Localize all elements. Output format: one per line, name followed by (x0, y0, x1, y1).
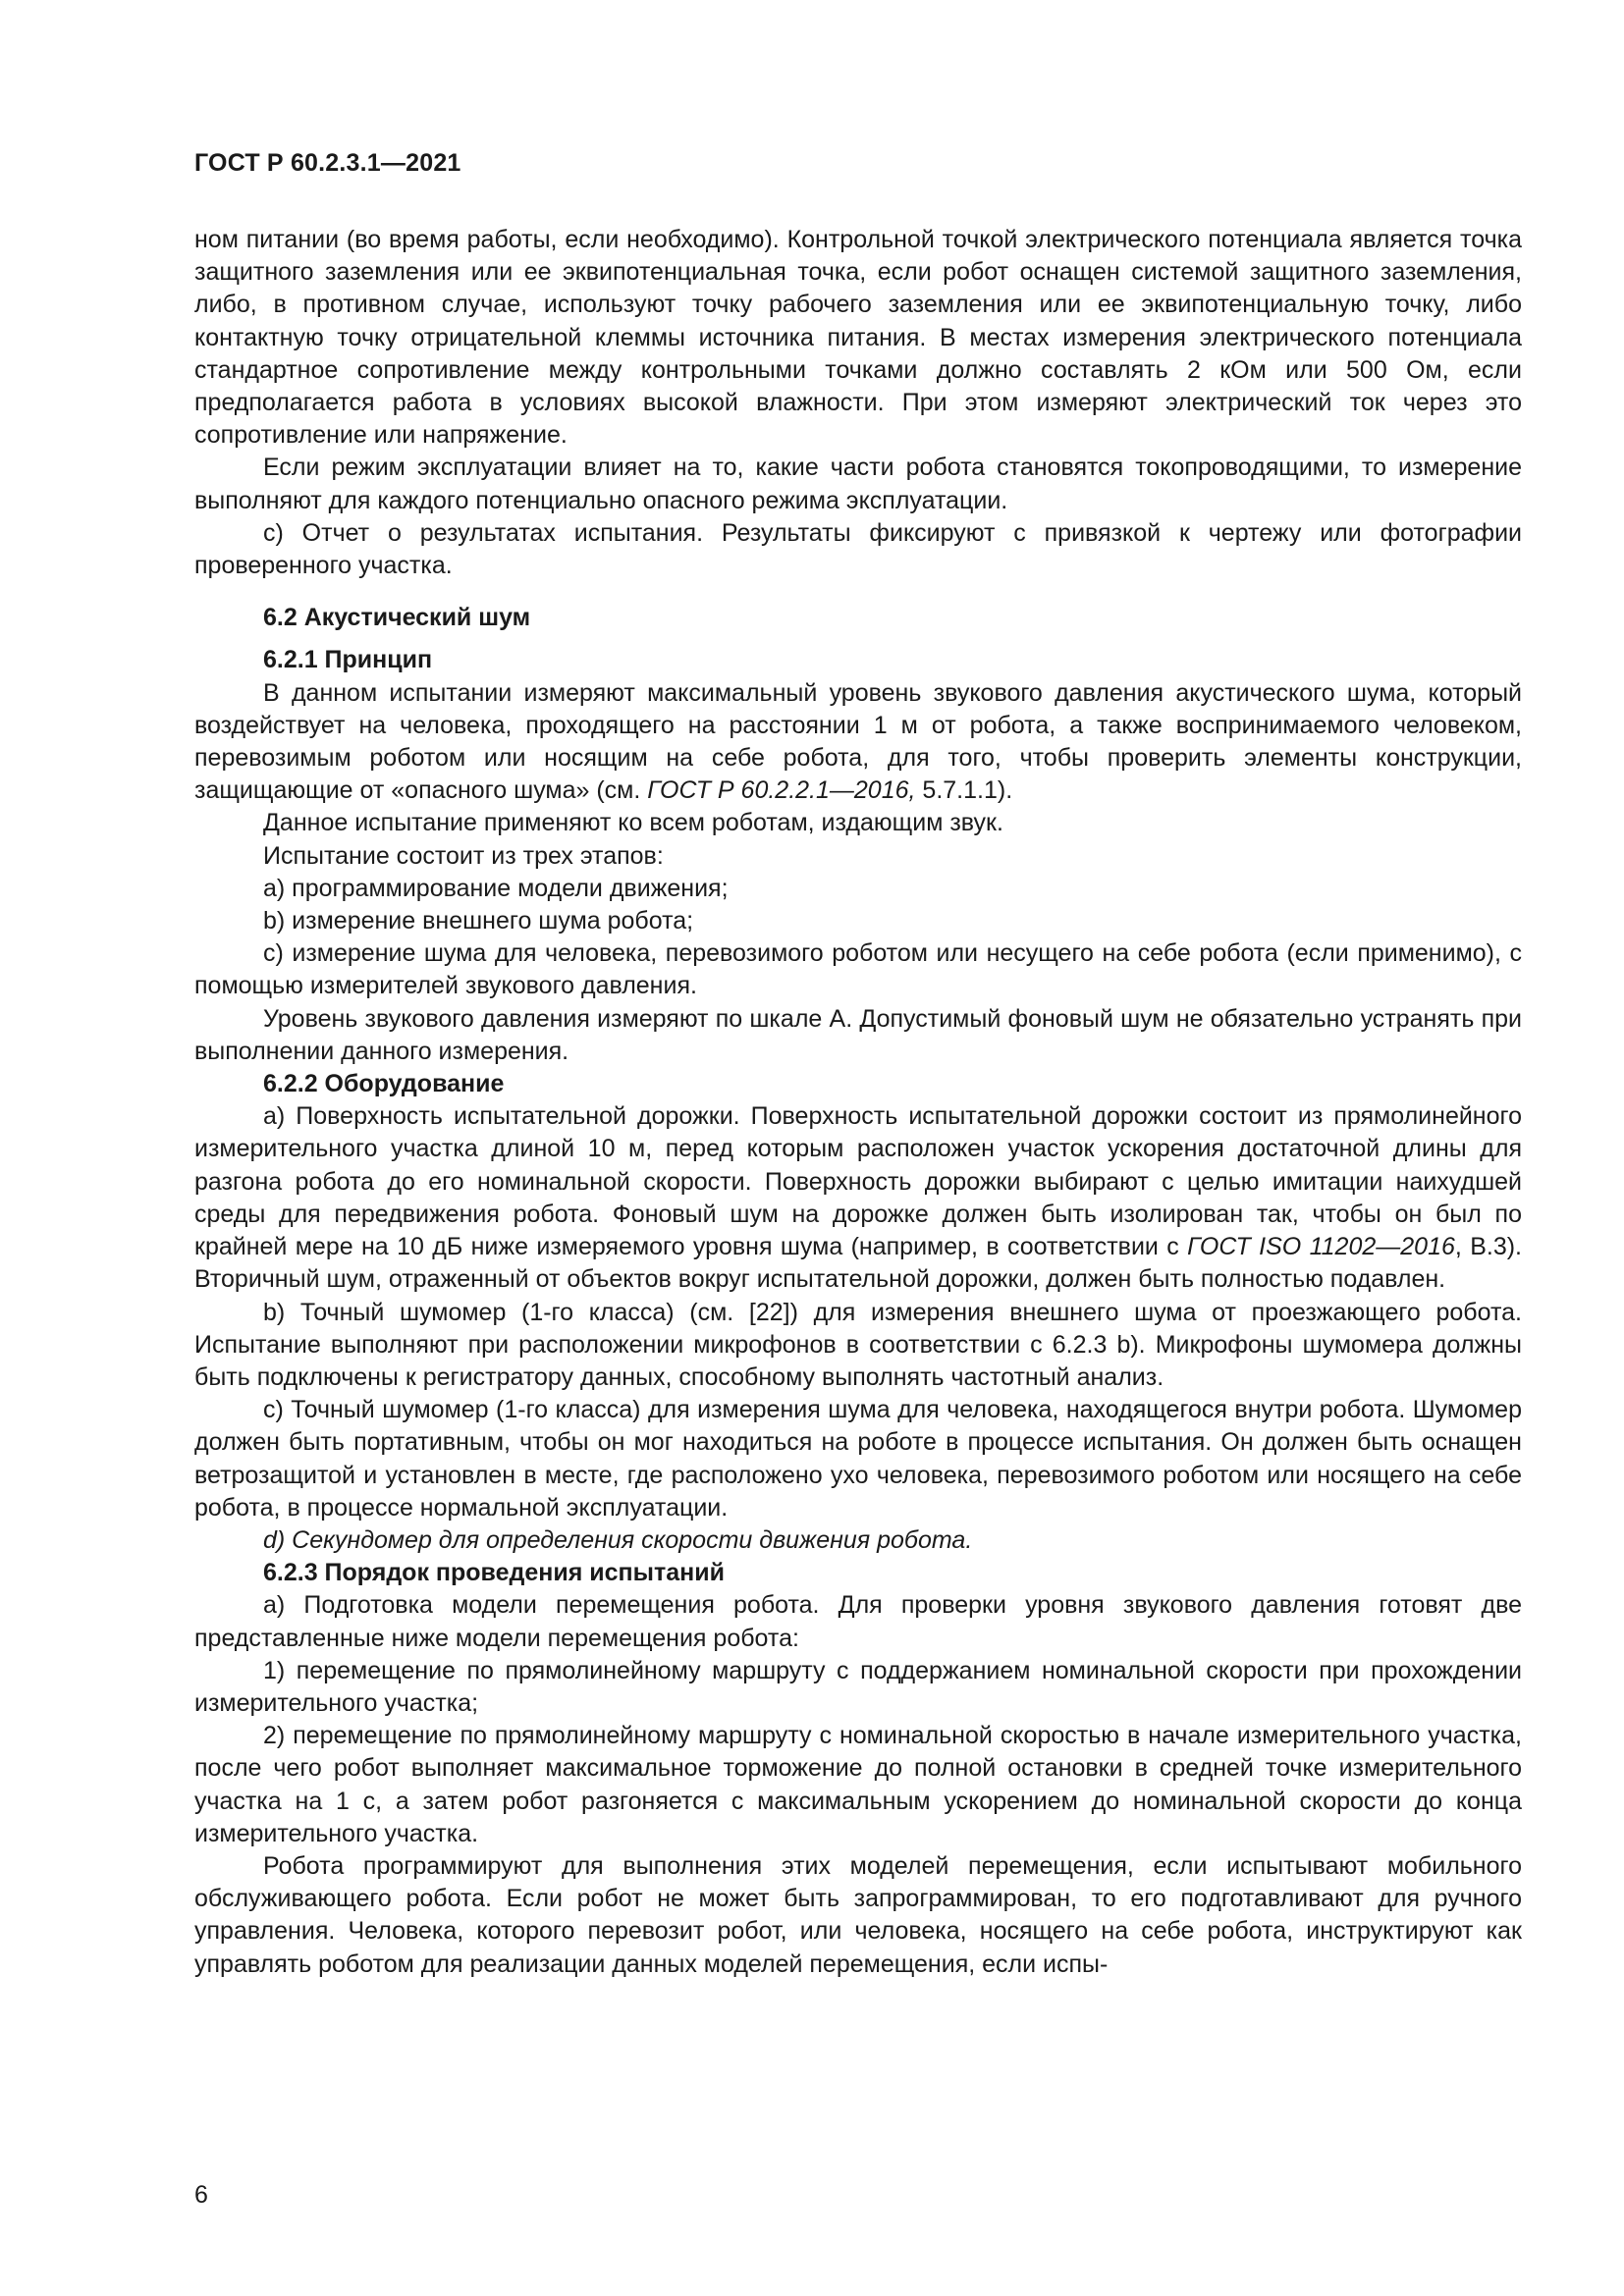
paragraph-text: , В.3). Вторичный шум, отраженный от объектов вокруг испытательной дорожки, должен быть полностью подавлен. (194, 1233, 1522, 1294)
paragraph-text: 5.7.1.1). (915, 776, 1013, 805)
paragraph: Испытание состоит из трех этапов: (263, 841, 664, 870)
list-item: 1) перемещение по прямолинейному маршруту с поддержанием номинальной скорости при прохождении измерительного участка; (194, 1656, 1522, 1717)
paragraph: с) Отчет о результатах испытания. Результаты фиксируют с привязкой к чертежу или фотографии проверенного участка. (194, 518, 1522, 580)
list-item: с) Точный шумомер (1-го класса) для измерения шума для человека, находящегося внутри робота. Шумомер должен быть портативным, чтобы он мог находиться на роботе в процессе испытания. Он должен быть оснащен ветрозащитой и установлен в месте, где расположено ухо человека, перевозимого роботом или носящего на себе робота, в процессе нормальной эксплуатации. (194, 1396, 1522, 1522)
list-item: b) измерение внешнего шума робота; (263, 907, 694, 935)
paragraph-text: В данном испытании измеряют максимальный уровень звукового давления акустического шума, который воздействует на человека, проходящего на расстоянии 1 м от робота, а также воспринимаемого человеком, перевозимым роботом или носящим на себе робота, для того, чтобы проверить элементы конструкции, защищающие от «опасного шума» (см. (194, 678, 1522, 805)
section-heading-6-2-3: 6.2.3 Порядок проведения испытаний (263, 1559, 725, 1587)
paragraph: Робота программируют для выполнения этих моделей перемещения, если испытывают мобильного обслуживающего робота. Если робот не может быть запрограммирован, то его подготавливают для ручного управления. Человека, которого перевозит робот, или человека, носящего на себе робота, инструктируют как управлять роботом для реализации данных моделей перемещения, если испы- (194, 1851, 1522, 1978)
section-heading-6-2-2: 6.2.2 Оборудование (263, 1070, 505, 1098)
list-item: а) программирование модели движения; (263, 874, 729, 902)
page-number: 6 (194, 2181, 208, 2209)
standard-reference: ГОСТ ISO 11202—2016 (1187, 1233, 1455, 1261)
running-header-standard-code: ГОСТ Р 60.2.3.1—2021 (194, 149, 461, 177)
list-item (194, 1100, 1522, 1296)
paragraph: Данное испытание применяют ко всем роботам, издающим звук. (263, 809, 1003, 837)
list-item: с) измерение шума для человека, перевозимого роботом или несущего на себе робота (если применимо), с помощью измерителей звукового давления. (194, 939, 1522, 1000)
paragraph: Если режим эксплуатации влияет на то, какие части робота становятся токопроводящими, то измерение выполняют для каждого потенциально опасного режима эксплуатации. (194, 454, 1522, 514)
section-heading-6-2: 6.2 Акустический шум (263, 604, 531, 632)
page-body (194, 224, 1522, 1981)
paragraph: Уровень звукового давления измеряют по шкале А. Допустимый фоновый шум не обязательно устранять при выполнении данного измерения. (194, 1004, 1522, 1065)
paragraph-text: а) Поверхность испытательной дорожки. Поверхность испытательной дорожки состоит из прямолинейного измерительного участка длиной 10 м, перед которым расположен участок ускорения достаточной длины для разгона робота до его номинальной скорости. Поверхность дорожки выбирают с целью имитации наихудшей среды для передвижения робота. Фоновый шум на дорожке должен быть изолирован так, чтобы он был по крайней мере на 10 дБ ниже измеряемого уровня шума (например, в соответствии с (194, 1102, 1522, 1261)
standard-reference: ГОСТ Р 60.2.2.1—2016, (647, 776, 916, 805)
list-item: 2) перемещение по прямолинейному маршруту с номинальной скоростью в начале измерительного участка, после чего робот выполняет максимальное торможение до полной остановки в средней точке измерительного участка на 1 с, а затем робот разгоняется с максимальным ускорением до номинальной скорости до конца измерительного участка. (194, 1722, 1522, 1847)
section-heading-6-2-1: 6.2.1 Принцип (263, 646, 433, 674)
paragraph (194, 677, 1522, 808)
list-item: d) Секундомер для определения скорости движения робота. (263, 1525, 973, 1554)
list-item: b) Точный шумомер (1-го класса) (см. [22]) для измерения внешнего шума от проезжающего робота. Испытание выполняют при расположении микрофонов в соответствии с 6.2.3 b). Микрофоны шумомера должны быть подключены к регистратору данных, способному выполнять частотный анализ. (194, 1298, 1522, 1391)
list-item: а) Подготовка модели перемещения робота. Для проверки уровня звукового давления готовят две представленные ниже модели перемещения робота: (194, 1591, 1522, 1652)
paragraph: ном питании (во время работы, если необходимо). Контрольной точкой электрического потенциала является точка защитного заземления или ее эквипотенциальная точка, если робот оснащен системой защитного заземления, либо, в противном случае, используют точку рабочего заземления или ее эквипотенциальную точку, либо контактную точку отрицательной клеммы источника питания. В местах измерения электрического потенциала стандартное сопротивление между контрольными точками должно составлять 2 кОм или 500 Ом, если предполагается работа в условиях высокой влажности. При этом измеряют электрический ток через это сопротивление или напряжение. (194, 226, 1522, 450)
